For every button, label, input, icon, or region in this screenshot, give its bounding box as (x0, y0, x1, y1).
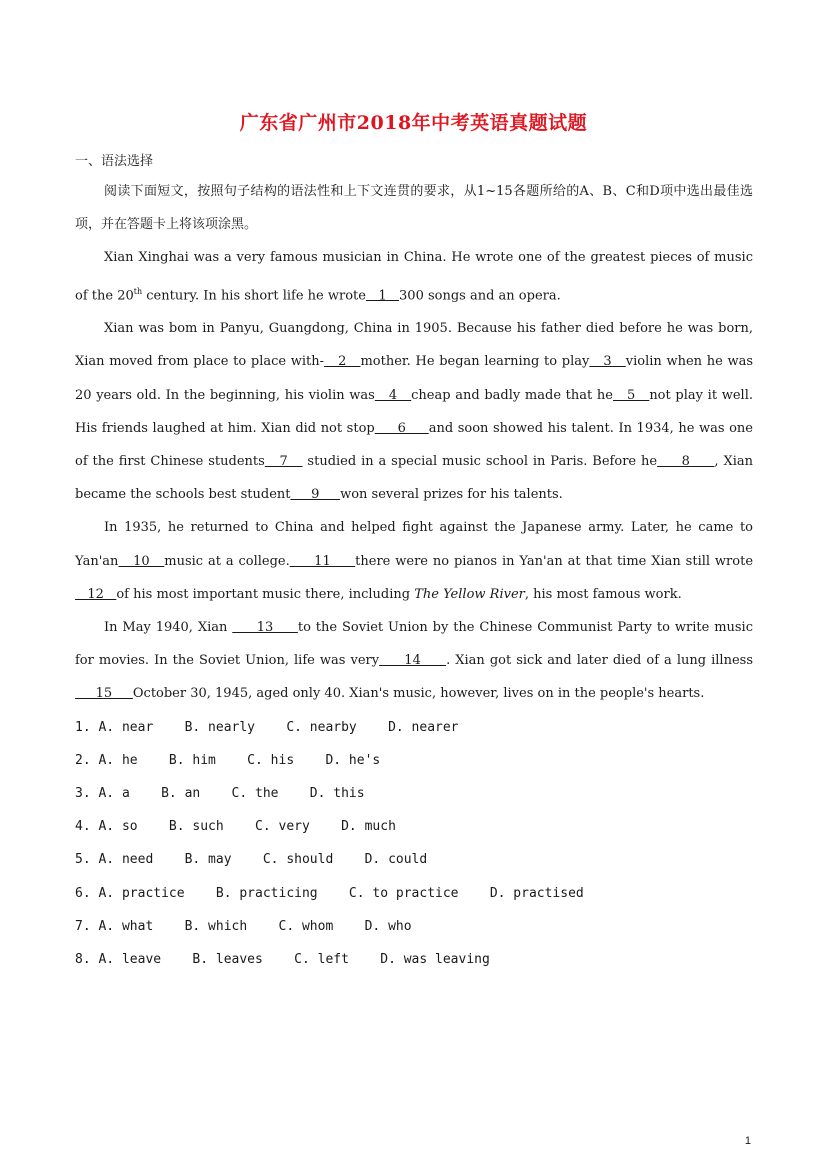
text-run: to the Soviet Union by the Chinese Communist Party to write music for movies. In the Soviet Union, life was very (75, 619, 753, 669)
text-run: and soon showed his talent. In 1934, he was one of the first Chinese students (75, 420, 753, 469)
blank-8: 8 (657, 453, 715, 469)
text-run: Xian was bom in Panyu, Guangdong, China in 1905. Because his father died before he was born, Xian moved from place to place with- (75, 321, 753, 370)
text-run: , his most famous work. (524, 586, 682, 602)
text-run: 300 songs and an opera. (399, 287, 561, 303)
superscript: th (133, 286, 143, 296)
section-heading: 一、语法选择 (75, 154, 154, 169)
blank-2: 2 (324, 354, 361, 370)
blank-6: 6 (374, 420, 429, 436)
blank-9: 9 (290, 487, 341, 503)
document-body (75, 175, 753, 976)
blank-5: 5 (613, 387, 650, 403)
song-title: The Yellow River (414, 586, 525, 602)
text-run: In May 1940, Xian (104, 619, 233, 635)
option-row: 1. A. near B. nearly C. nearby D. nearer (75, 719, 459, 735)
text-run: violin when he was 20 years old. In the beginning, his violin was (75, 354, 753, 403)
option-row: 5. A. need B. may C. should D. could (75, 852, 428, 868)
text-run: music at a college. (164, 553, 290, 569)
blank-11: 11 (289, 553, 356, 569)
blank-14: 14 (379, 653, 447, 669)
option-row: 6. A. practice B. practicing C. to practice D. practised (75, 885, 584, 901)
blank-3: 3 (589, 354, 626, 370)
passage-paragraph-2 (75, 312, 753, 511)
page-number: 1 (744, 1135, 751, 1147)
blank-13: 13 (232, 619, 298, 635)
text-run: In 1935, he returned to China and helped fight against the Japanese army. Later, he came to Yan'an (75, 520, 753, 569)
text-run: cheap and badly made that he (411, 387, 613, 403)
passage-paragraph-1 (75, 241, 753, 312)
option-row: 8. A. leave B. leaves C. left D. was leaving (75, 952, 490, 967)
answer-options-list (75, 711, 753, 977)
option-row: 3. A. a B. an C. the D. this (75, 785, 365, 801)
text-run: , Xian became the schools best student (75, 453, 753, 503)
text-run: there were no pianos in Yan'an at that time Xian still wrote (355, 553, 754, 569)
text-run: October 30, 1945, aged only 40. Xian's music, however, lives on in the people's hearts. (132, 686, 705, 702)
text-run: of his most important music there, including (116, 586, 415, 602)
blank-7: 7 (264, 453, 303, 469)
text-run: century. In his short life he wrote (142, 287, 366, 303)
instructions: 阅读下面短文，按照句子结构的语法性和上下文连贯的要求，从1~15各题所给的A、B、C和D项中选出最佳选项，并在答题卡上将该项涂黑。 (75, 184, 753, 233)
blank-15: 15 (75, 686, 133, 702)
passage-paragraph-3 (75, 511, 753, 611)
option-row: 7. A. what B. which C. whom D. who (75, 918, 412, 934)
text-run: not play it well. His friends laughed at him. Xian did not stop (75, 387, 753, 436)
text-run: . Xian got sick and later died of a lung illness (446, 653, 753, 669)
blank-10: 10 (118, 553, 165, 569)
option-row: 2. A. he B. him C. his D. he's (75, 752, 381, 768)
text-run: Xian Xinghai was a very famous musician in China. He wrote one of the greatest pieces of music of the 20 (75, 250, 753, 303)
blank-12: 12 (75, 586, 117, 602)
text-run: mother. He began learning to play (360, 354, 590, 370)
option-row: 4. A. so B. such C. very D. much (75, 819, 396, 835)
text-run: won several prizes for his talents. (340, 487, 563, 503)
passage-paragraph-4 (75, 611, 753, 711)
blank-1: 1 (365, 287, 400, 303)
page-title: 广东省广州市2018年中考英语真题试题 (239, 112, 588, 134)
text-run: studied in a special music school in Paris. Before he (302, 453, 658, 469)
blank-4: 4 (374, 387, 412, 403)
